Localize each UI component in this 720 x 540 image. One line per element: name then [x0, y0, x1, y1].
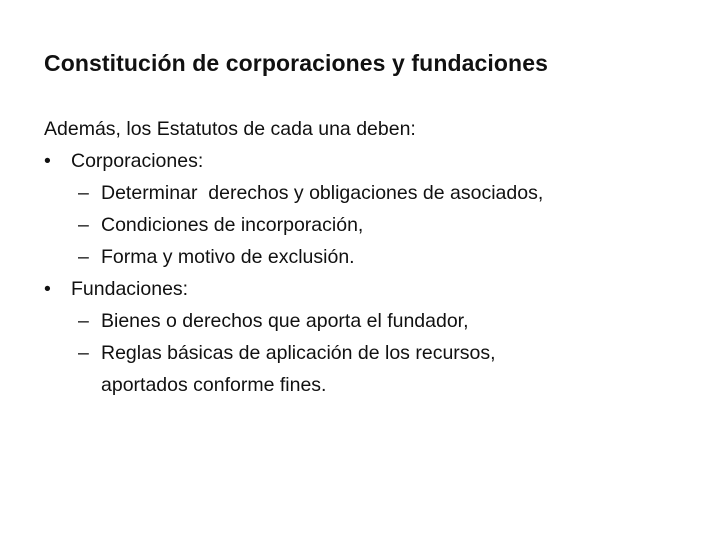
sub-item-text: Reglas básicas de aplicación de los recursos, [101, 342, 496, 364]
dash-icon: – [78, 246, 89, 268]
sub-item-text: Forma y motivo de exclusión. [101, 246, 355, 268]
sub-item-continuation: aportados conforme fines. [101, 374, 327, 396]
sub-item-text: Bienes o derechos que aporta el fundador, [101, 310, 469, 332]
sub-item [44, 241, 684, 273]
sub-item-text: Condiciones de incorporación, [101, 214, 364, 236]
bullet-label: Corporaciones: [71, 150, 204, 172]
sub-item [44, 305, 684, 337]
dash-icon: – [78, 342, 89, 364]
slide-title: Constitución de corporaciones y fundaciones [44, 50, 548, 76]
bullet-label: Fundaciones: [71, 278, 189, 300]
sub-item-text: Determinar derechos y obligaciones de asociados, [101, 182, 544, 204]
sub-item [44, 209, 684, 241]
sub-item [44, 177, 684, 209]
slide-body [44, 113, 684, 401]
bullet-fundaciones [44, 273, 684, 305]
intro-text: Además, los Estatutos de cada una deben: [44, 118, 416, 140]
dash-icon: – [78, 214, 89, 236]
bullet-icon: • [44, 150, 51, 172]
dash-icon: – [78, 182, 89, 204]
bullet-icon: • [44, 278, 51, 300]
dash-icon: – [78, 310, 89, 332]
sub-item [44, 337, 684, 369]
bullet-corporaciones [44, 145, 684, 177]
